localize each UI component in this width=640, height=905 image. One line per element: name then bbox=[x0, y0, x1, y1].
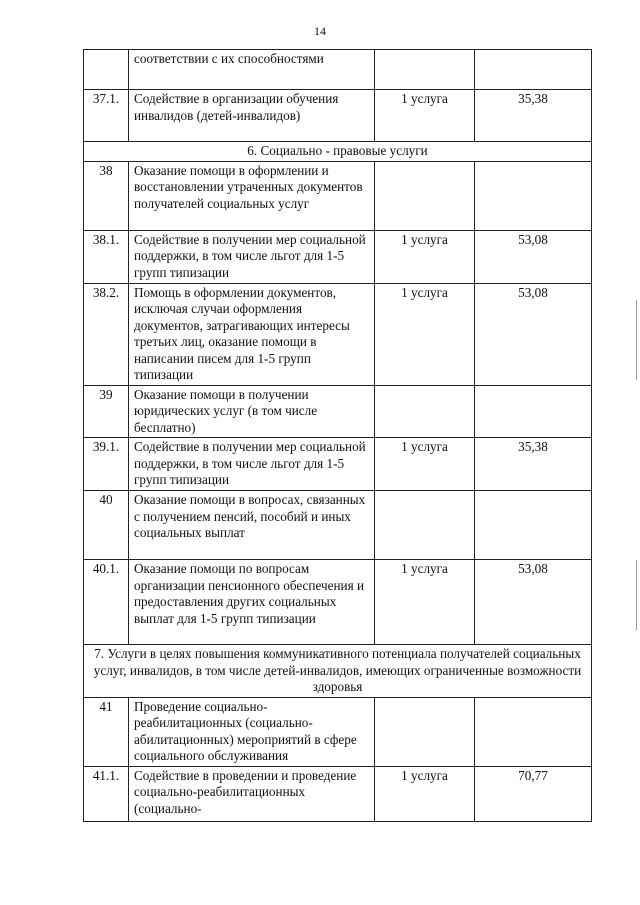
table-row bbox=[84, 161, 592, 230]
section-heading: 6. Социально - правовые услуги bbox=[84, 142, 592, 162]
service-unit: 1 услуга bbox=[375, 766, 475, 821]
section-heading-row bbox=[84, 142, 592, 162]
services-table bbox=[83, 49, 592, 822]
table-row bbox=[84, 230, 592, 283]
row-number: 39 bbox=[84, 385, 129, 438]
service-name: Содействие в организации обучения инвалидов (детей-инвалидов) bbox=[129, 90, 375, 142]
service-unit bbox=[375, 491, 475, 560]
row-number: 39.1. bbox=[84, 438, 129, 491]
service-unit: 1 услуга bbox=[375, 560, 475, 645]
service-name: Помощь в оформлении документов, исключая случаи оформления документов, затрагивающих интересы третьих лиц, оказание помощи в написании писем для 1-5 групп типизации bbox=[129, 283, 375, 385]
scan-edge-mark bbox=[636, 300, 637, 380]
service-price: 53,08 bbox=[475, 230, 592, 283]
table-row bbox=[84, 385, 592, 438]
service-unit bbox=[375, 385, 475, 438]
table-row bbox=[84, 697, 592, 766]
table-row bbox=[84, 50, 592, 90]
service-unit: 1 услуга bbox=[375, 90, 475, 142]
table-row bbox=[84, 560, 592, 645]
row-number: 38 bbox=[84, 161, 129, 230]
section-heading: 7. Услуги в целях повышения коммуникативного потенциала получателей социальных услуг, инвалидов, в том числе детей-инвалидов, имеющих ограниченные возможности здоровья bbox=[84, 645, 592, 698]
service-name: Оказание помощи в получении юридических услуг (в том числе бесплатно) bbox=[129, 385, 375, 438]
section-heading-row bbox=[84, 645, 592, 698]
service-price bbox=[475, 697, 592, 766]
service-price bbox=[475, 161, 592, 230]
service-name: Оказание помощи по вопросам организации пенсионного обеспечения и предоставления других социальных выплат для 1-5 групп типизации bbox=[129, 560, 375, 645]
table-row bbox=[84, 283, 592, 385]
service-name: Содействие в проведении и проведение социально-реабилитационных (социально- bbox=[129, 766, 375, 821]
table-row bbox=[84, 90, 592, 142]
service-name: Проведение социально-реабилитационных (социально-абилитационных) мероприятий в сфере социального обслуживания bbox=[129, 697, 375, 766]
services-table-body bbox=[84, 50, 592, 822]
row-number: 41.1. bbox=[84, 766, 129, 821]
scan-edge-mark bbox=[636, 560, 637, 630]
service-price: 53,08 bbox=[475, 283, 592, 385]
service-price bbox=[475, 50, 592, 90]
service-price bbox=[475, 491, 592, 560]
service-name: соответствии с их способностями bbox=[129, 50, 375, 90]
service-price: 53,08 bbox=[475, 560, 592, 645]
service-unit bbox=[375, 161, 475, 230]
service-price: 35,38 bbox=[475, 90, 592, 142]
row-number bbox=[84, 50, 129, 90]
row-number: 38.2. bbox=[84, 283, 129, 385]
row-number: 41 bbox=[84, 697, 129, 766]
service-name: Оказание помощи в вопросах, связанных с получением пенсий, пособий и иных социальных выплат bbox=[129, 491, 375, 560]
table-row bbox=[84, 491, 592, 560]
table-row bbox=[84, 438, 592, 491]
page-number: 14 bbox=[314, 24, 326, 38]
service-price: 70,77 bbox=[475, 766, 592, 821]
service-name: Оказание помощи в оформлении и восстановлении утраченных документов получателей социальных услуг bbox=[129, 161, 375, 230]
row-number: 40.1. bbox=[84, 560, 129, 645]
service-unit: 1 услуга bbox=[375, 283, 475, 385]
service-price: 35,38 bbox=[475, 438, 592, 491]
service-price bbox=[475, 385, 592, 438]
service-name: Содействие в получении мер социальной поддержки, в том числе льгот для 1-5 групп типизации bbox=[129, 438, 375, 491]
row-number: 40 bbox=[84, 491, 129, 560]
service-unit: 1 услуга bbox=[375, 438, 475, 491]
table-row bbox=[84, 766, 592, 821]
service-name: Содействие в получении мер социальной поддержки, в том числе льгот для 1-5 групп типизации bbox=[129, 230, 375, 283]
service-unit: 1 услуга bbox=[375, 230, 475, 283]
service-unit bbox=[375, 50, 475, 90]
row-number: 37.1. bbox=[84, 90, 129, 142]
service-unit bbox=[375, 697, 475, 766]
row-number: 38.1. bbox=[84, 230, 129, 283]
